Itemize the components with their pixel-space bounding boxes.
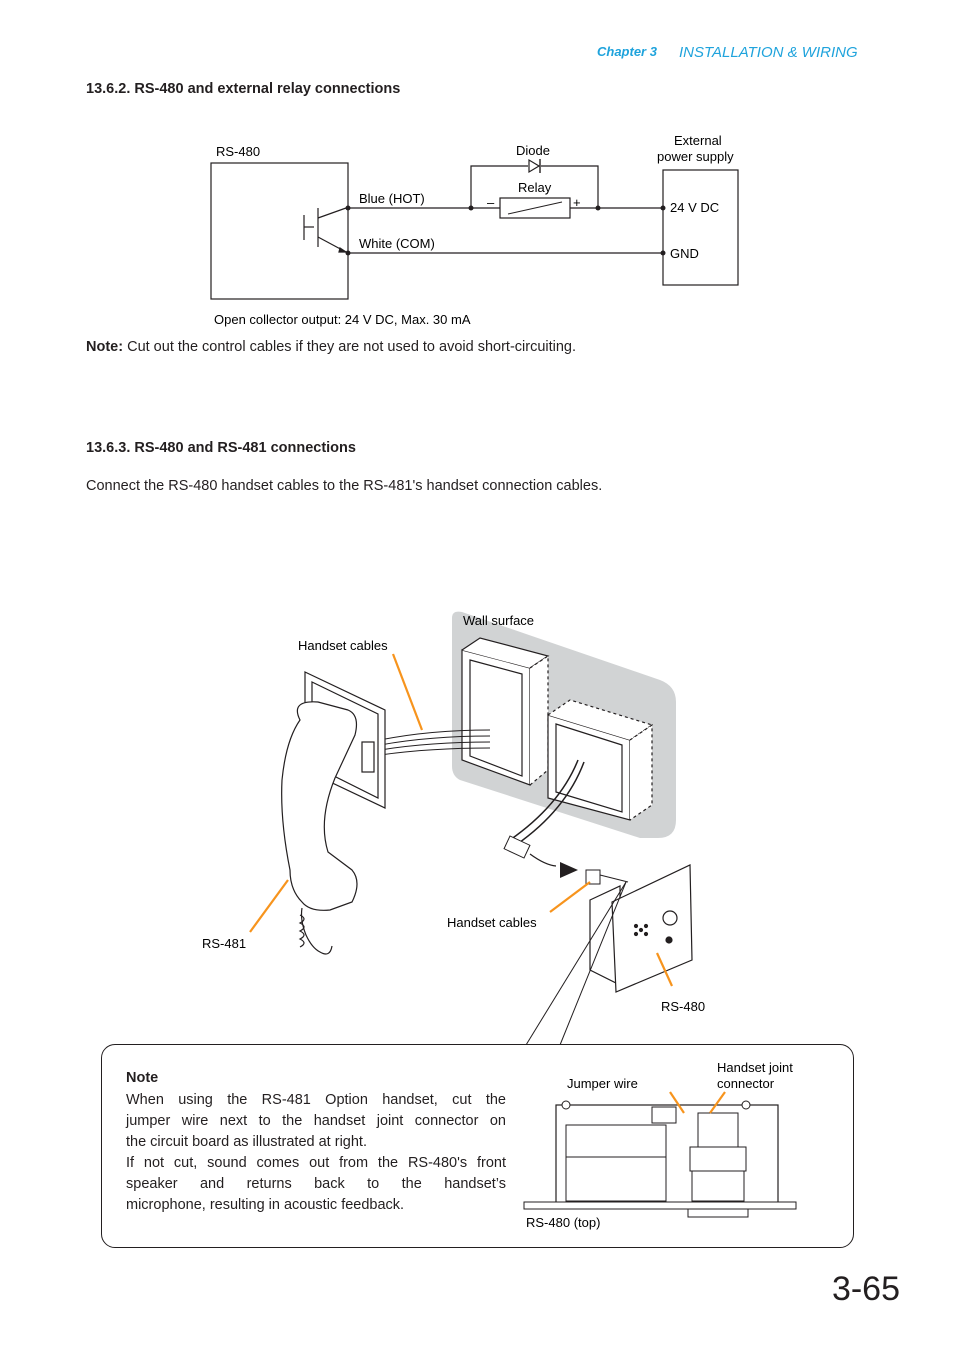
backbox-left — [462, 638, 548, 785]
rs480-top-caption: RS-480 (top) — [526, 1215, 601, 1230]
rs481-handset-drawing — [282, 672, 385, 954]
intro-text: Connect the RS-480 handset cables to the RS-481's handset connection cables. — [86, 478, 603, 494]
external-label-2: power supply — [657, 149, 734, 164]
note-label: Note: — [86, 339, 124, 355]
relay-plus: + — [573, 195, 581, 210]
connect-arrow-icon — [560, 862, 578, 878]
page-number: 3-65 — [831, 1270, 900, 1308]
chapter-title: INSTALLATION & WIRING — [679, 44, 858, 61]
diode-label: Diode — [516, 143, 550, 158]
rs480-label: RS-480 — [216, 144, 261, 159]
note-line-2: jumper wire next to the handset joint connector on — [126, 1113, 506, 1129]
power-supply-box — [663, 170, 738, 285]
white-com-label: White (COM) — [359, 236, 435, 251]
open-collector-caption: Open collector output: 24 V DC, Max. 30 mA — [214, 312, 471, 327]
joint-connector-label-2: connector — [717, 1076, 775, 1091]
relay-wiring-diagram — [0, 0, 954, 340]
handset-cables-label-bottom: Handset cables — [447, 915, 537, 930]
rs480-label-illustration: RS-480 — [661, 999, 706, 1014]
installation-illustration — [0, 590, 954, 1050]
note-text: Cut out the control cables if they are not used to avoid short-circuiting. — [127, 339, 577, 355]
relay-label: Relay — [518, 180, 552, 195]
rs481-label: RS-481 — [202, 936, 247, 951]
note-line-4: If not cut, sound comes out from the RS-480's front — [126, 1155, 506, 1171]
joint-connector-label-1: Handset joint — [717, 1060, 793, 1075]
wall-surface-label: Wall surface — [463, 613, 535, 628]
rs480-top-drawing — [520, 1055, 840, 1235]
note-short-circuit — [86, 339, 576, 355]
note-title: Note — [126, 1070, 159, 1086]
diode-icon — [529, 159, 540, 173]
rs480-box — [211, 163, 348, 299]
rs480-plate-drawing — [590, 865, 692, 992]
note-line-1: When using the RS-481 Option handset, cut the — [126, 1092, 506, 1108]
relay-icon — [500, 198, 570, 218]
connector-icon — [586, 870, 600, 884]
relay-minus: – — [487, 195, 495, 210]
handset-cables-label-top: Handset cables — [298, 638, 388, 653]
note-line-5: speaker and returns back to the handset’s — [126, 1176, 506, 1192]
blue-hot-label: Blue (HOT) — [359, 191, 425, 206]
gnd-label: GND — [670, 246, 699, 261]
jumper-wire-label: Jumper wire — [567, 1076, 638, 1091]
note-line-6: microphone, resulting in acoustic feedback. — [126, 1197, 405, 1213]
note-line-3: the circuit board as illustrated at right. — [126, 1134, 367, 1150]
v24-label: 24 V DC — [670, 200, 720, 215]
section-title-relay: 13.6.2. RS-480 and external relay connections — [86, 81, 401, 97]
chapter-label: Chapter 3 — [597, 44, 657, 59]
section-title-rs481: 13.6.3. RS-480 and RS-481 connections — [86, 440, 356, 456]
transistor-icon — [304, 208, 346, 252]
external-label-1: External — [674, 133, 722, 148]
